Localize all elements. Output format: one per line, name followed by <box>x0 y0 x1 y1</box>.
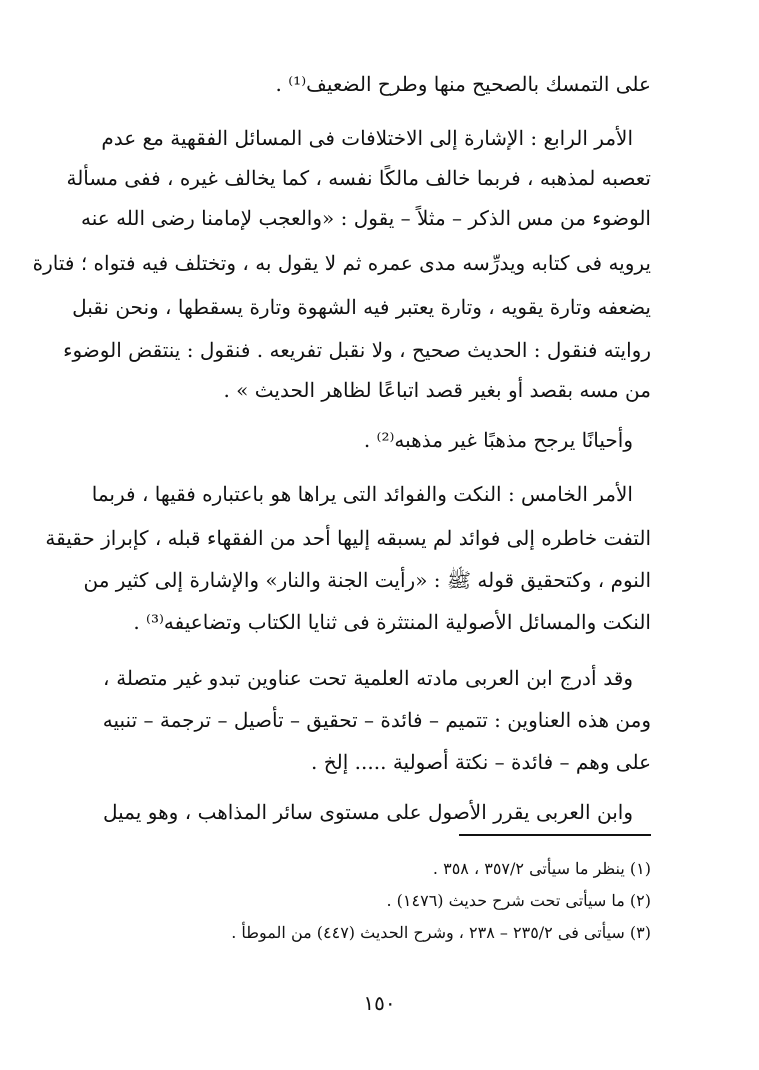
body-line-1: على التمسك بالصحيح منها وطرح الضعيف⁽¹⁾ . <box>275 72 651 96</box>
body-line-9: وأحيانًا يرجح مذهبًا غير مذهبه⁽²⁾ . <box>363 428 633 452</box>
body-line-10: الأمر الخامس : النكت والفوائد التى يراها هو باعتباره فقيها ، فربما <box>91 482 633 506</box>
footnote-separator <box>459 834 651 836</box>
body-line-15: ومن هذه العناوين : تتميم – فائدة – تحقيق – تأصيل – ترجمة – تنبيه <box>102 708 651 732</box>
body-line-8: من مسه بقصد أو بغير قصد اتباعًا لظاهر الحديث » . <box>223 378 651 402</box>
body-line-3: تعصبه لمذهبه ، فربما خالف مالكًا نفسه ، كما يخالف غيره ، ففى مسألة <box>66 166 651 190</box>
body-line-7: روايته فنقول : الحديث صحيح ، ولا نقبل تفريعه . فنقول : ينتقض الوضوء <box>63 338 651 362</box>
footnote-2: (٢) ما سيأتى تحت شرح حديث (١٤٧٦) . <box>386 891 651 910</box>
body-line-12: النوم ، وكتحقيق قوله ﷺ : «رأيت الجنة والنار» والإشارة إلى كثير من <box>83 568 651 592</box>
body-line-6: يضعفه وتارة يقويه ، وتارة يعتبر فيه الشهوة وتارة يسقطها ، ونحن نقبل <box>72 295 651 319</box>
body-line-4: الوضوء من مس الذكر – مثلاً – يقول : «والعجب لإمامنا رضى الله عنه <box>81 206 651 230</box>
page-number: ١٥٠ <box>363 991 396 1015</box>
body-line-16: على وهم – فائدة – نكتة أصولية ..... إلخ . <box>311 750 651 774</box>
body-line-17: وابن العربى يقرر الأصول على مستوى سائر المذاهب ، وهو يميل <box>103 800 633 824</box>
body-line-2: الأمر الرابع : الإشارة إلى الاختلافات فى المسائل الفقهية مع عدم <box>101 126 633 150</box>
body-line-11: التفت خاطره إلى فوائد لم يسبقه إليها أحد من الفقهاء قبله ، كإبراز حقيقة <box>45 526 651 550</box>
body-line-5: يرويه فى كتابه ويدرِّسه مدى عمره ثم لا يقول به ، وتختلف فيه فتواه ؛ فتارة <box>32 251 651 275</box>
body-line-13: النكت والمسائل الأصولية المنتثرة فى ثنايا الكتاب وتضاعيفه⁽³⁾ . <box>133 610 651 634</box>
footnote-1: (١) ينظر ما سيأتى ٣٥٧/٢ ، ٣٥٨ . <box>432 859 651 878</box>
footnote-3: (٣) سيأتى فى ٢٣٥/٢ – ٢٣٨ ، وشرح الحديث (٤٤٧) من الموطأ . <box>231 923 651 942</box>
body-line-14: وقد أدرج ابن العربى مادته العلمية تحت عناوين تبدو غير متصلة ، <box>103 666 633 690</box>
